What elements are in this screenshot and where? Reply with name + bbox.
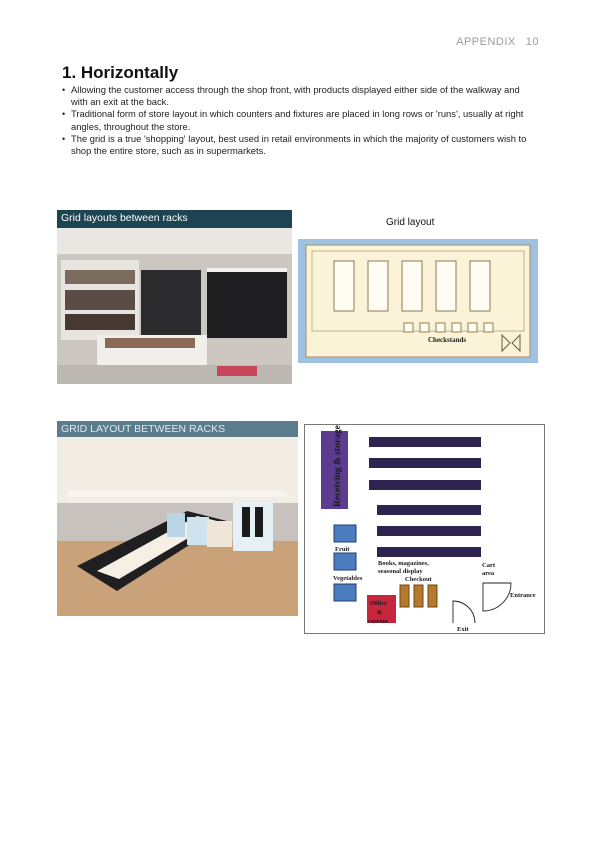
shelf-row — [377, 526, 481, 536]
books-label-line2: seasonal display — [378, 568, 423, 575]
shelf-row — [377, 547, 481, 557]
exit-door-icon — [453, 601, 475, 623]
receiving-label: Receiving & storage — [333, 425, 343, 507]
office-label-line3: custom — [368, 618, 388, 625]
checkstand — [436, 323, 445, 332]
shelf-row — [369, 437, 481, 447]
shelf-row — [369, 458, 481, 468]
office-label-line2: & — [377, 609, 383, 616]
cart-label-line2: area — [482, 570, 495, 577]
gondola-rack — [436, 261, 456, 311]
produce-display — [334, 584, 356, 601]
checkout-counter — [414, 585, 423, 607]
boutique-interior-illustration — [57, 421, 298, 616]
checkstand — [404, 323, 413, 332]
bullet-list — [62, 84, 532, 157]
store-photo-racks — [57, 210, 292, 384]
checkout-label: Checkout — [405, 576, 432, 583]
checkstands-label: Checkstands — [428, 336, 467, 344]
page-header — [456, 36, 539, 48]
checkstand — [484, 323, 493, 332]
checkstand — [452, 323, 461, 332]
entrance-door-icon — [483, 583, 511, 611]
shelf-row — [369, 480, 481, 490]
store-floor-plan — [304, 424, 545, 634]
vegetables-label: Vegetables — [333, 575, 363, 582]
gondola-rack — [402, 261, 422, 311]
checkstand — [420, 323, 429, 332]
entrance-label: Entrance — [510, 592, 536, 599]
bullet-item: • Traditional form of store layout in which counters and fixtures are placed in long rows or 'runs', usually at right angles, throughout the store. — [62, 108, 532, 132]
grid-layout-caption: Grid layout — [386, 217, 435, 228]
books-label-line1: Books, magazines, — [378, 560, 429, 567]
store-interior-illustration — [57, 210, 292, 384]
gondola-rack — [368, 261, 388, 311]
photo-label: Grid layouts between racks — [57, 210, 292, 228]
bullet-item: • Allowing the customer access through the shop front, with products displayed either side of the walkway and with an exit at the back. — [62, 84, 532, 108]
page-number: 10 — [525, 36, 539, 48]
bullet-item: • The grid is a true 'shopping' layout, best used in retail environments in which the majority of customers wish to shop the entire store, such as in supermarkets. — [62, 133, 532, 157]
store-photo-racks-2 — [57, 421, 298, 616]
gondola-rack — [334, 261, 354, 311]
gondola-rack — [470, 261, 490, 311]
office-label-line1: Office — [370, 600, 387, 607]
checkout-counter — [400, 585, 409, 607]
checkout-counter — [428, 585, 437, 607]
fruit-label: Fruit — [335, 546, 350, 553]
vegetable-display — [334, 553, 356, 570]
grid-layout-diagram — [298, 239, 538, 363]
cart-label-line1: Cart — [482, 562, 495, 569]
section-heading: 1. Horizontally — [62, 63, 179, 82]
photo-label: GRID LAYOUT BETWEEN RACKS — [57, 421, 298, 437]
checkstand — [468, 323, 477, 332]
shelf-row — [377, 505, 481, 515]
fruit-display — [334, 525, 356, 542]
exit-label: Exit — [457, 626, 469, 633]
appendix-label: APPENDIX — [456, 36, 516, 48]
